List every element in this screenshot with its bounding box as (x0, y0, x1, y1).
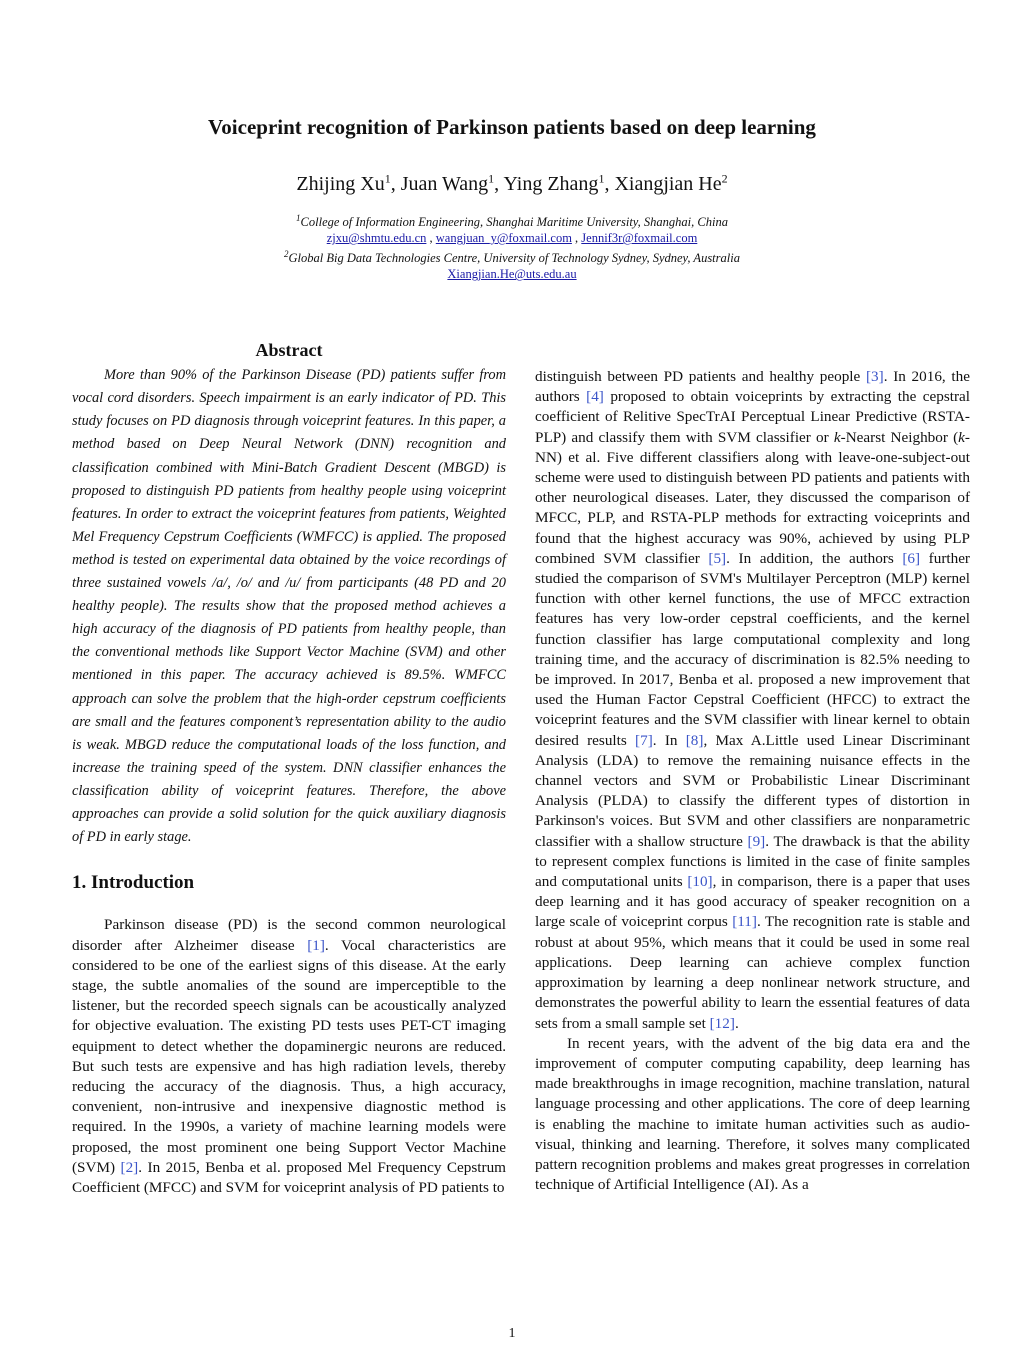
author-list (0, 171, 1024, 196)
email-link[interactable]: wangjuan_y@foxmail.com (435, 231, 572, 246)
author: Ying Zhang$^1$, (503, 171, 615, 195)
author: Juan Wang$^1$, (400, 171, 504, 195)
citation-link[interactable]: [10] (687, 873, 713, 891)
email-link[interactable]: Jennif3r@foxmail.com (581, 231, 698, 246)
abstract-heading: Abstract (255, 340, 323, 360)
affiliation-2: $^2$Global Big Data Technologies Centre, University of Technology Sydney, Sydney, Australia (284, 249, 740, 266)
right-column (535, 367, 970, 1195)
email-link[interactable]: zjxu@shmtu.edu.cn (326, 231, 427, 246)
intro-paragraph: Parkinson disease (PD) is the second common neurological disorder after Alzheimer disease [1]. Vocal characteristics are considered to be one of the earliest signs of this disease. At the early stage, the subtle anomalies of the sound are imperceptible to the listener, but the recorded speech signals can be acoustically analyzed for objective evaluation. The existing PD tests uses PET-CT imaging equipment to detect whether the dopaminergic neurons are reduced. But such tests are expensive and has high radiation levels, thereby reducing the accuracy of the diagnosis. Thus, a high accuracy, convenient, non-intrusive and inexpensive diagnostic method is required. In the 1990s, a variety of machine learning models were proposed, the most prominent one being Support Vector Machine (SVM) [2]. In 2015, Benba et al. proposed Mel Frequency Cepstrum Coefficient (MFCC) and SVM for voiceprint analysis of PD patients to (72, 916, 506, 1197)
left-column (72, 340, 506, 1198)
citation-link[interactable]: [6] (902, 549, 921, 567)
intro-paragraph: In recent years, with the advent of the big data era and the improvement of computer computing capability, deep learning has made breakthroughs in image recognition, machine translation, natural language processing and other applications. The core of deep learning is enabling the machine to imitate human activities such as audio-visual, thinking and learning. Therefore, it solves many complicated pattern recognition problems and makes great progresses in correlation technique of Artificial Intelligence (AI). As a (535, 1034, 970, 1194)
citation-link[interactable]: [8] (685, 731, 704, 749)
abstract-text: More than 90% of the Parkinson Disease (PD) patients suffer from vocal cord disorders. Speech impairment is an early indicator of PD. This study focuses on PD diagnosis through voiceprint features. In this paper, a method based on Deep Neural Network (DNN) recognition and classification combined with Mini-Batch Gradient Descent (MBGD) is proposed to distinguish PD patients from healthy people using voiceprint features. In order to extract the voiceprint features from patients, Weighted Mel Frequency Cepstrum Coefficients (WMFCC) is applied. The proposed method is tested on experimental data obtained by the voice recordings of three sustained vowels /a/, /o/ and /u/ from participants (48 PD and 20 healthy people). The results show that the proposed method achieves a high accuracy of the diagnosis of PD patients from healthy people, than the conventional methods like Support Vector Machine (SVM) and other mentioned in this paper. The accuracy achieved is 89.5%. WMFCC approach can solve the problem that the high-order cepstrum coefficients are small and the features component’s representation ability to the audio is weak. MBGD reduce the computational loads of the loss function, and increase the training speed of the system. DNN classifier enhances the classification ability of voiceprint features. Therefore, the above approaches can provide a solid solution for the quick auxiliary diagnosis of PD in early stage. (72, 367, 506, 846)
email-link[interactable]: Xiangjian.He@uts.edu.au (447, 267, 577, 282)
citation-link[interactable]: [3] (865, 368, 884, 385)
italic-term: k (833, 428, 841, 446)
citation-link[interactable]: [1] (307, 936, 325, 954)
citation-link[interactable]: [7] (635, 731, 653, 749)
affiliations (0, 210, 1024, 282)
citation-link[interactable]: [12] (709, 1014, 735, 1032)
citation-link[interactable]: [5] (708, 549, 727, 567)
page-number: 1 (508, 1326, 516, 1341)
paper-title: Voiceprint recognition of Parkinson patients based on deep learning (208, 115, 816, 139)
author: Xiangjian He$^2$ (614, 171, 728, 195)
intro-paragraph: distinguish between PD patients and healthy people [3]. In 2016, the authors [4] proposed to obtain voiceprints by extracting the cepstral coefficient of Relitive SpecTrAI Perceptual Linear Predictive (RSTA-PLP) and classify them with SVM classifier or k-Nearst Neighbor (k-NN) et al. Five different classifiers along with leave-one-subject-out scheme were used to distinguish between PD patients and patients with other neurological diseases. Later, they discussed the comparison of MFCC, PLP, and RSTA-PLP methods for extracting voiceprints and found that the highest accuracy was 90%, achieved by using PLP combined SVM classifier [5]. In addition, the authors [6] further studied the comparison of SVM's Multilayer Perceptron (MLP) kernel function with other kernel functions, the use of MFCC extraction features has very low-order cepstral coefficients, and the kernel function classifier has large computational complexity and long training time, and the accuracy of discrimination is 82.5% needing to be improved. In 2017, Benba et al. proposed a new improvement that used the Human Factor Cepstral Coefficient (HFCC) to extract the voiceprint features and the SVM classifier with linear kernel to obtain desired results [7]. In [8], Max A.Little used Linear Discriminant Analysis (LDA) to remove the remaining nuisance effects in the channel vectors and SVM or Probabilistic Linear Discriminant Analysis (PLDA) to classify the different types of distortion in Parkinson's voices. But SVM and other classifiers are nonparametric classifier with a shallow structure [9]. The drawback is that the ability to represent complex functions is limited in the case of finite samples and computational units [10], in comparison, there is a paper that uses deep learning and it has good accuracy of speaker recognition on a large scale of voiceprint corpus [11]. The recognition rate is stable and robust at about 95%, which means that it could be used in some real applications. Deep learning can achieve complex function approximation by learning a deep nonlinear network structure, and demonstrates the powerful ability to learn the essential features of data sets from a small sample set [12]. (535, 368, 971, 1032)
italic-term: k (958, 428, 965, 446)
citation-link[interactable]: [4] (586, 388, 604, 406)
affiliation-1-emails: zjxu@shmtu.edu.cn , wangjuan_y@foxmail.com , Jennif3r@foxmail.com (326, 231, 698, 246)
section-heading-introduction: 1. Introduction (72, 872, 195, 894)
citation-link[interactable]: [9] (747, 832, 766, 850)
affiliation-1: $^1$College of Information Engineering, Shanghai Maritime University, Shanghai, China (296, 213, 728, 230)
author: Zhijing Xu$^1$, (296, 171, 401, 195)
citation-link[interactable]: [11] (732, 913, 757, 931)
citation-link[interactable]: [2] (120, 1158, 139, 1176)
